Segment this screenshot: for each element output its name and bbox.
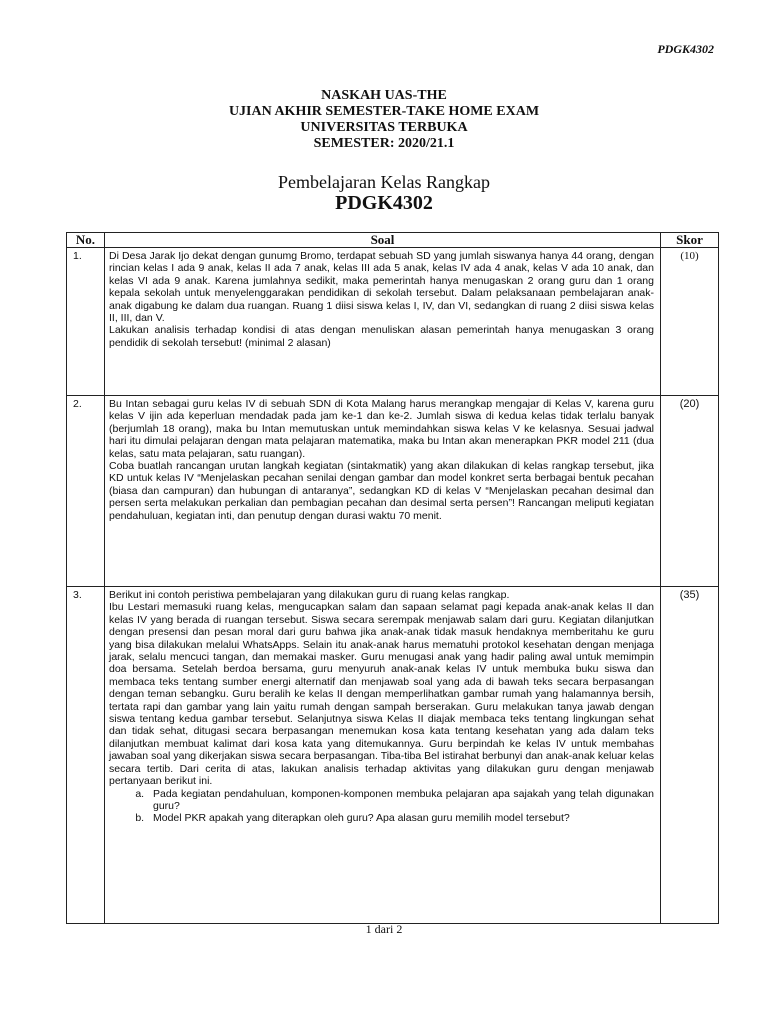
course-code-title: PDGK4302 [335,192,433,214]
column-header-soal: Soal [105,233,661,248]
question-row [67,248,719,396]
page-number: 1 dari 2 [365,922,403,936]
header-line: NASKAH UAS-THE [321,88,447,103]
question-text [105,587,661,924]
column-header-skor: Skor [661,233,719,248]
exam-header [0,88,768,152]
question-number: 3. [67,587,105,924]
question-number: 1. [67,248,105,396]
table-header-row [67,233,719,248]
sub-question-list [109,788,654,825]
exam-questions-table [66,232,719,924]
header-course-code: PDGK4302 [657,42,714,56]
sub-question: b. Model PKR apakah yang diterapkan oleh guru? Apa alasan guru memilih model tersebut? [147,812,654,824]
question-text [105,248,661,396]
question-row [67,587,719,924]
header-line: UNIVERSITAS TERBUKA [300,120,468,135]
question-paragraph: Bu Intan sebagai guru kelas IV di sebuah SDN di Kota Malang harus merangkap mengajar di Kelas V, karena guru kelas V ijin ada keperluan mendadak pada jam ke-1 dan ke-2. Jumlah siswa di kedua kelas tidak terlalu banyak (berjumlah 18 orang), maka bu Intan memutuskan untuk memindahkan siswa kelas V ke kelasnya. Sesuai jadwal hari itu dimulai pelajaran dengan mata pelajaran matematika, maka bu Intan akan menerapkan PKR model 211 (dua kelas, satu mata pelajaran, satu ruangan). [109,398,654,460]
question-paragraph: Di Desa Jarak Ijo dekat dengan gunumg Bromo, terdapat sebuah SD yang jumlah siswanya hanya 44 orang, dengan rincian kelas I ada 9 anak, kelas II ada 7 anak, kelas III ada 5 anak, kelas IV ada 4 anak, kelas V ada 10 anak, dan kelas VI ada 9 anak. Karena jumlahnya sedikit, maka pemerintah hanya menugaskan 2 orang guru dan 1 orang kepala sekolah untuk menyelenggarakan pendidikan di sekolah tersebut. Dalam pelaksanaan pembelajaran anak-anak digabung ke dalam dua ruangan. Ruang 1 diisi siswa kelas I, IV, dan VI, sedangkan di ruang 2 diisi siswa kelas II, III, dan V. [109,250,654,325]
sub-question: a. Pada kegiatan pendahuluan, komponen-komponen membuka pelajaran apa sajakah yang telah digunakan guru? [147,788,654,813]
question-number: 2. [67,396,105,587]
question-paragraph: Berikut ini contoh peristiwa pembelajaran yang dilakukan guru di ruang kelas rangkap. [109,589,510,601]
header-line: SEMESTER: 2020/21.1 [313,136,455,151]
column-header-no: No. [67,233,105,248]
question-row [67,396,719,587]
course-title: Pembelajaran Kelas Rangkap [278,172,490,192]
question-score: (35) [661,587,719,924]
question-text [105,396,661,587]
question-paragraph: Coba buatlah rancangan urutan langkah kegiatan (sintakmatik) yang akan dilakukan di kelas rangkap tersebut, jika KD untuk kelas IV “Menjelaskan pecahan senilai dengan gambar dan model konkret serta berbagai bentuk pecahan (biasa dan campuran) dan hubungan di antaranya”, sedangkan KD di kelas V “Menjelaskan pecahan desimal dan persen serta melakukan perkalian dan pembagian pecahan dan desimal serta persen”! Rancangan meliputi kegiatan pendahuluan, kegiatan inti, dan penutup dengan durasi waktu 70 menit. [109,460,654,522]
question-paragraph: Lakukan analisis terhadap kondisi di atas dengan menuliskan alasan pemerintah hanya menugaskan 3 orang pendidik di sekolah tersebut! (minimal 2 alasan) [109,324,654,349]
question-score: (10) [661,248,719,396]
header-line: UJIAN AKHIR SEMESTER-TAKE HOME EXAM [228,104,540,119]
question-score: (20) [661,396,719,587]
question-paragraph: Ibu Lestari memasuki ruang kelas, mengucapkan salam dan sapaan selamat pagi kepada anak-anak kelas II dan kelas IV yang berada di ruangan tersebut. Siswa secara serempak menjawab salam dari guru. Kegiatan dilanjutkan dengan presensi dan pesan moral dari guru bahwa jika anak-anak tidak masuk hendaknya memberitahu ke guru yang bisa dilakukan melalui WhatsApps. Selain itu anak-anak harus mematuhi protokol kesehatan dengan menjaga jarak, selalu mencuci tangan, dan memakai masker. Guru menugasi anak yang hadir paling awal untuk memimpin doa bersama. Setelah berdoa bersama, guru menyuruh anak-anak kelas IV untuk membuka buku siswa dan membaca teks tentang sumber energi alternatif dan menjawab soal yang ada di bawah teks secara berpasangan dengan teman sebangku. Guru beralih ke kelas II dengan memperlihatkan gambar rumah yang halamannya bersih, tertata rapi dan gambar yang lain yaitu rumah dengan sampah berserakan. Guru melakukan tanya jawab dengan siswa tentang kedua gambar tersebut. Selanjutnya siswa Kelas II diajak membaca teks tentang lingkungan sehat dan tidak sehat, ditugasi secara berpasangan menemukan kosa kata tentang kesehatan yang ada dalam teks dilanjutkan membuat kalimat dari kosa kata yang ditemukannya. Guru berpindah ke kelas IV untuk membahas jawaban soal yang dikerjakan siswa secara berpasangan. Tiba-tiba Bel istirahat berbunyi dan anak-anak keluar kelas secara tertib. Dari cerita di atas, lakukan analisis terhadap aktivitas yang dilakukan guru dengan menjawab pertanyaan berikut ini. [109,601,654,788]
